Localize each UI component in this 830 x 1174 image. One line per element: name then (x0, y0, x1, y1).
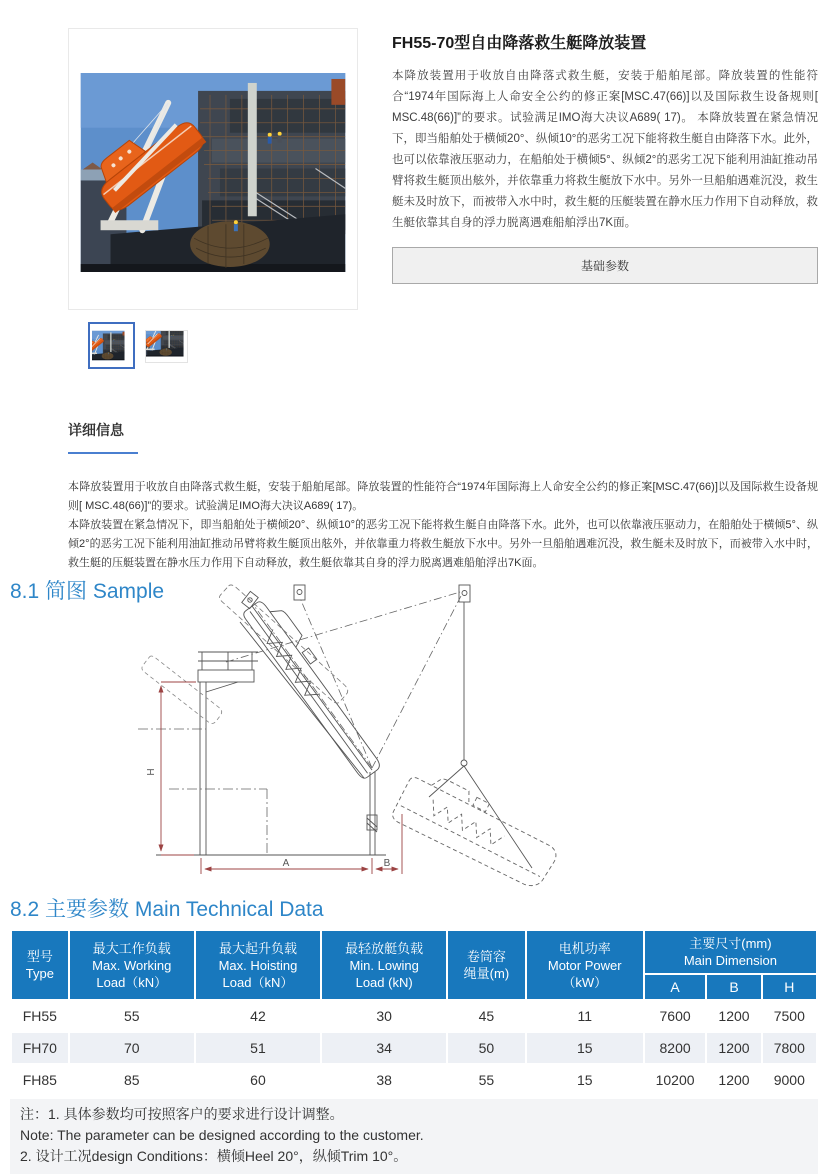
table-cell: 45 (448, 1001, 524, 1031)
table-cell: 8200 (645, 1033, 705, 1063)
col-header-type: 型号 Type (12, 931, 68, 999)
table-cell: 30 (322, 1001, 446, 1031)
table-row (12, 1065, 816, 1095)
table-cell: 7600 (645, 1001, 705, 1031)
col-header-dim-h: H (763, 975, 816, 999)
col-header-working-load: 最大工作负载 Max. Working Load（kN） (70, 931, 194, 999)
table-cell: 50 (448, 1033, 524, 1063)
tech-data-table (10, 929, 818, 1097)
tab-active-underline (68, 452, 138, 454)
table-cell: FH55 (12, 1001, 68, 1031)
table-row (12, 1001, 816, 1031)
tab-details[interactable]: 详细信息 (68, 422, 124, 438)
table-row (12, 1033, 816, 1063)
table-cell: FH70 (12, 1033, 68, 1063)
details-paragraph: 本降放装置用于收放自由降落式救生艇，安装于船舶尾部。降放装置的性能符合“1974年国际海上人命安全公约的修正案[MSC.47(66)]以及国际救生设备规则[ MSC.48(66)]”的要求。试验满足IMO海大决议A689( 17)。 (68, 481, 818, 512)
basic-params-button[interactable]: 基础参数 (392, 247, 818, 284)
table-cell: 55 (448, 1065, 524, 1095)
col-header-motor-power: 电机功率 Motor Power （kW） (527, 931, 643, 999)
section-heading-sample: 8.1 简图 Sample (10, 580, 165, 603)
note-line: 注：1. 具体参数均可按照客户的要求进行设计调整。 (20, 1106, 344, 1122)
table-cell: FH85 (12, 1065, 68, 1095)
table-cell: 85 (70, 1065, 194, 1095)
thumbnail-1-selected[interactable] (88, 322, 135, 369)
col-header-lowing-load: 最轻放艇负载 Min. Lowing Load (kN) (322, 931, 446, 999)
thumbnail-photo (146, 331, 187, 362)
table-cell: 15 (527, 1065, 643, 1095)
product-photo (80, 73, 346, 272)
note-line: 2. 设计工况design Conditions：横倾Heel 20°，纵倾Trim 10°。 (20, 1148, 408, 1164)
table-body (12, 1001, 816, 1095)
product-description: 本降放装置用于收放自由降落式救生艇，安装于船舶尾部。降放装置的性能符合“1974年国际海上人命安全公约的修正案[MSC.47(66)]以及国际救生设备规则[ MSC.48(66)]”的要求。试验满足IMO海大决议A689( 17)。 本降放装置在紧急情况下，即当船舶处于横倾20°、纵倾10°的恶劣工况下能将救生艇自由降落下水。此外，也可以依靠液压驱动力，在船舶处于横倾5°、纵倾2°的恶劣工况下能利用油缸推动吊臂将救生艇顶出舷外，并依靠重力将救生艇放下水中。另外一旦船舶遇难沉没，救生艇未及时放下，而被带入水中时，救生艇的压艇装置在静水压力作用下自动释放，救生艇依靠其自身的浮力脱离遇难船舶浮出7K面。 (392, 70, 818, 229)
product-image-frame (68, 28, 358, 310)
davit-line-drawing (134, 582, 634, 890)
table-notes (10, 1099, 818, 1174)
table-cell: 38 (322, 1065, 446, 1095)
dim-label-h: H (146, 768, 157, 776)
table-cell: 10200 (645, 1065, 705, 1095)
thumbnail-2[interactable] (145, 330, 188, 363)
table-cell: 11 (527, 1001, 643, 1031)
table-cell: 1200 (707, 1065, 760, 1095)
thumbnail-strip (88, 322, 188, 369)
section-heading-tech-data: 8.2 主要参数 Main Technical Data (10, 898, 324, 921)
table-cell: 7800 (763, 1033, 816, 1063)
dim-label-a: A (282, 858, 290, 869)
details-section (68, 420, 818, 573)
col-header-drum-capacity: 卷筒容 绳量(m) (448, 931, 524, 999)
table-cell: 1200 (707, 1001, 760, 1031)
table-cell: 9000 (763, 1065, 816, 1095)
thumbnail-photo (92, 326, 131, 365)
table-cell: 34 (322, 1033, 446, 1063)
table-cell: 55 (70, 1001, 194, 1031)
table-cell: 70 (70, 1033, 194, 1063)
tech-data-table-wrap (10, 929, 818, 1174)
technical-diagram (134, 582, 634, 890)
col-header-dim-b: B (707, 975, 760, 999)
table-cell: 1200 (707, 1033, 760, 1063)
dim-label-b: B (383, 858, 391, 869)
table-cell: 15 (527, 1033, 643, 1063)
note-line: Note: The parameter can be designed according to the customer. (20, 1127, 424, 1143)
col-header-dim-a: A (645, 975, 705, 999)
table-cell: 42 (196, 1001, 320, 1031)
col-header-hoisting-load: 最大起升负载 Max. Hoisting Load（kN） (196, 931, 320, 999)
col-header-main-dimension: 主要尺寸(mm) Main Dimension (645, 931, 816, 973)
details-paragraph: 本降放装置在紧急情况下，即当船舶处于横倾20°、纵倾10°的恶劣工况下能将救生艇自由降落下水。此外，也可以依靠液压驱动力，在船舶处于横倾5°、纵倾2°的恶劣工况下能利用油缸推动吊臂将救生艇顶出舷外，并依靠重力将救生艇放下水中。另外一旦船舶遇难沉没，救生艇未及时放下，而被带入水中时，救生艇的压艇装置在静水压力作用下自动释放，救生艇依靠其自身的浮力脱离遇难船舶浮出7K面。 (68, 519, 818, 569)
table-cell: 51 (196, 1033, 320, 1063)
table-cell: 7500 (763, 1001, 816, 1031)
table-cell: 60 (196, 1065, 320, 1095)
product-info (392, 30, 818, 284)
product-title: FH55-70型自由降落救生艇降放装置 (392, 35, 647, 52)
